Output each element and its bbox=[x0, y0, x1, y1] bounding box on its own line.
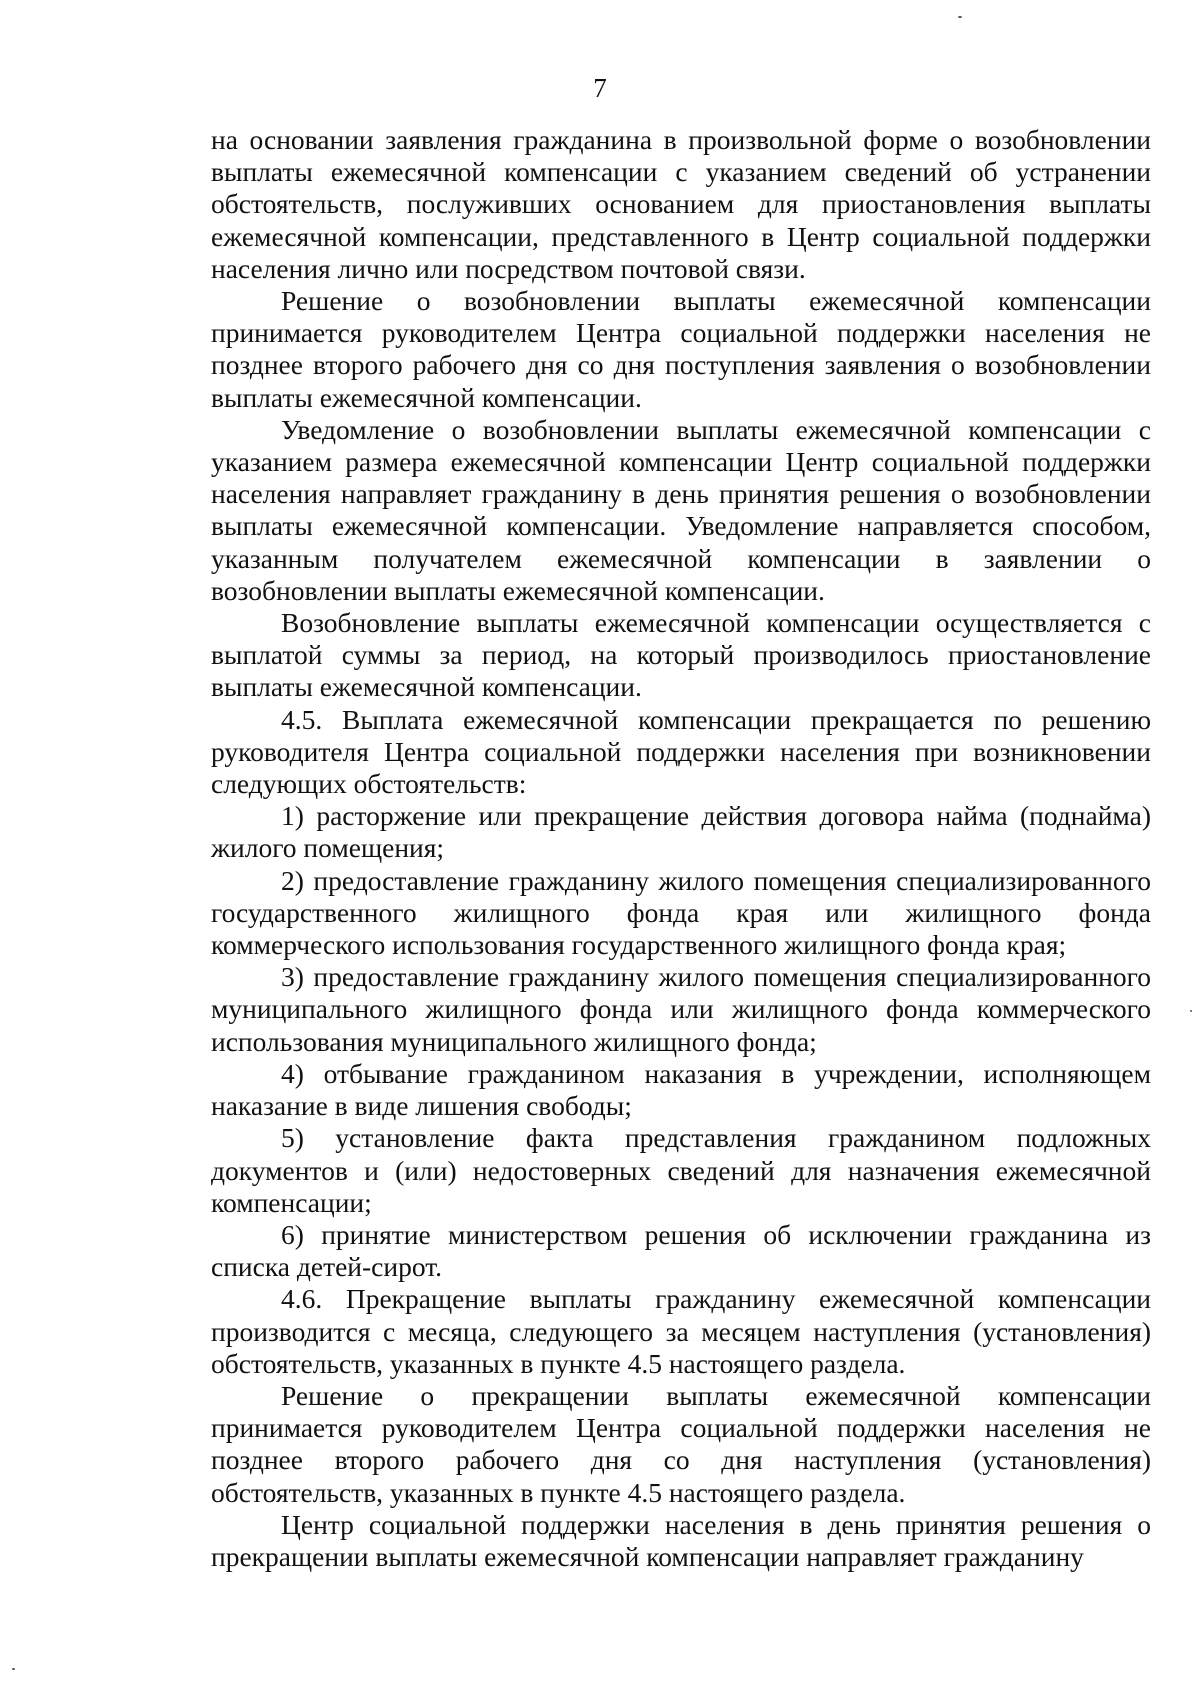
paragraph-1: на основании заявления гражданина в произвольной форме о возобновлении выплаты ежемесячной компенсации с указанием сведений об устранении обстоятельств, послуживших основанием для приостановления выплаты ежемесячной компенсации, представленного в Центр социальной поддержки населения лично или посредством почтовой связи. bbox=[211, 124, 1151, 284]
paragraph-2: Решение о возобновлении выплаты ежемесячной компенсации принимается руководителем Центра социальной поддержки населения не позднее второго рабочего дня со дня поступления заявления о возобновлении выплаты ежемесячной компенсации. bbox=[211, 285, 1151, 413]
list-item-1: 1) расторжение или прекращение действия договора найма (поднайма) жилого помещения; bbox=[211, 800, 1151, 864]
paragraph-7: Решение о прекращении выплаты ежемесячной компенсации принимается руководителем Центра социальной поддержки населения не позднее второго рабочего дня со дня наступления (установления) обстоятельств, указанных в пункте 4.5 настоящего раздела. bbox=[211, 1379, 1151, 1508]
scan-speck bbox=[1190, 1010, 1192, 1012]
scan-speck bbox=[12, 1668, 15, 1670]
paragraph-3: Уведомление о возобновлении выплаты ежемесячной компенсации с указанием размера ежемесячной компенсации Центр социальной поддержки населения направляет гражданину в день принятия решения о возобновлении выплаты ежемесячной компенсации. Уведомление направляется способом, указанным получателем ежемесячной компенсации в заявлении о возобновлении выплаты ежемесячной компенсации. bbox=[211, 413, 1151, 606]
page-number: 7 bbox=[593, 73, 607, 103]
list-item-6: 6) принятие министерством решения об исключении гражданина из списка детей-сирот. bbox=[211, 1218, 1151, 1283]
list-item-3: 3) предоставление гражданину жилого помещения специализированного муниципального жилищного фонда или жилищного фонда коммерческого использования муниципального жилищного фонда; bbox=[211, 961, 1151, 1057]
paragraph-8: Центр социальной поддержки населения в день принятия решения о прекращении выплаты ежемесячной компенсации направляет гражданину bbox=[211, 1508, 1151, 1572]
paragraph-6: 4.6. Прекращение выплаты гражданину ежемесячной компенсации производится с месяца, следующего за месяцем наступления (установления) обстоятельств, указанных в пункте 4.5 настоящего раздела. bbox=[211, 1283, 1151, 1379]
paragraph-4: Возобновление выплаты ежемесячной компенсации осуществляется с выплатой суммы за период, на который производилось приостановление выплаты ежемесячной компенсации. bbox=[211, 607, 1151, 703]
paragraph-5: 4.5. Выплата ежемесячной компенсации прекращается по решению руководителя Центра социальной поддержки населения при возникновении следующих обстоятельств: bbox=[211, 703, 1151, 800]
list-item-5: 5) установление факта представления гражданином подложных документов и (или) недостоверных сведений для назначения ежемесячной компенсации; bbox=[211, 1122, 1151, 1218]
document-body bbox=[211, 124, 1151, 1573]
list-item-4: 4) отбывание гражданином наказания в учреждении, исполняющем наказание в виде лишения свободы; bbox=[211, 1057, 1151, 1122]
list-item-2: 2) предоставление гражданину жилого помещения специализированного государственного жилищного фонда края или жилищного фонда коммерческого использования государственного жилищного фонда края; bbox=[211, 864, 1151, 961]
scan-speck bbox=[958, 16, 962, 18]
